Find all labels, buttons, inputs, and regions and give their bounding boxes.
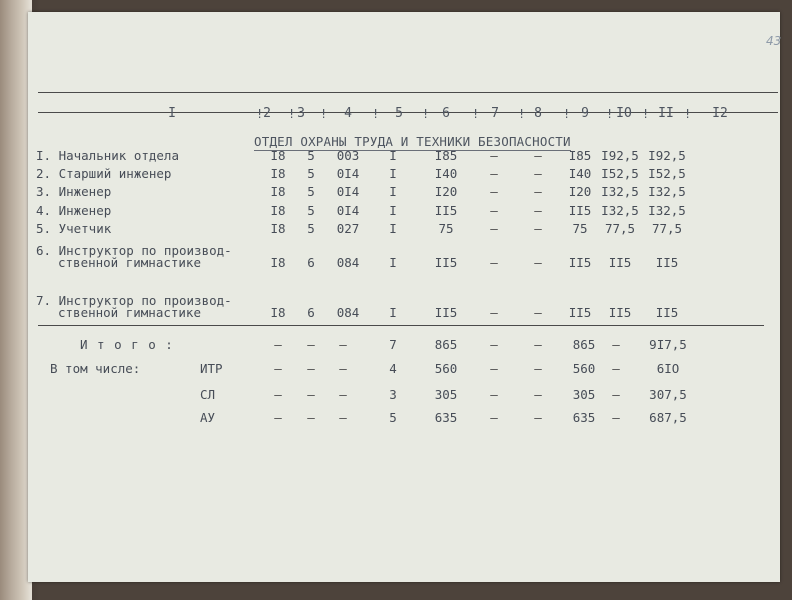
column-separator: ! <box>606 107 614 121</box>
table-cell: I52,5 <box>601 166 639 181</box>
table-cell: – <box>490 255 498 270</box>
table-cell: I <box>389 203 397 218</box>
table-cell: 865 <box>434 337 458 352</box>
column-number: 9 <box>581 106 589 121</box>
table-cell: – <box>307 387 315 402</box>
table-cell: – <box>274 387 282 402</box>
table-cell: I32,5 <box>601 203 639 218</box>
table-cell: I20 <box>434 184 458 199</box>
table-cell: – <box>339 387 347 402</box>
table-cell: I40 <box>434 166 458 181</box>
table-cell: – <box>490 410 498 425</box>
table-cell: II5 <box>608 305 632 320</box>
table-cell: 560 <box>434 361 458 376</box>
table-cell: 635 <box>572 410 596 425</box>
table-cell: II5 <box>434 305 458 320</box>
table-cell: – <box>534 166 542 181</box>
totals-separator-line <box>38 325 764 326</box>
table-cell: – <box>339 410 347 425</box>
row-name: I. Начальник отдела <box>36 148 179 163</box>
table-cell: 5 <box>307 166 315 181</box>
totals-label: И т о г о : <box>80 337 174 352</box>
table-cell: I8 <box>270 305 286 320</box>
table-cell: 5 <box>307 221 315 236</box>
table-cell: 5 <box>307 148 315 163</box>
table-cell: – <box>534 221 542 236</box>
table-cell: I32,5 <box>648 184 686 199</box>
table-cell: 75 <box>438 221 454 236</box>
table-cell: – <box>490 148 498 163</box>
column-separator: ! <box>422 107 430 121</box>
table-cell: – <box>534 305 542 320</box>
table-cell: – <box>307 361 315 376</box>
table-cell: 003 <box>336 148 360 163</box>
table-cell: 4 <box>389 361 397 376</box>
table-cell: 0I4 <box>336 203 360 218</box>
row-name: 2. Старший инженер <box>36 166 172 181</box>
table-cell: II5 <box>608 255 632 270</box>
table-cell: II5 <box>568 255 592 270</box>
column-separator: ! <box>684 107 692 121</box>
row-name-continuation: ственной гимнастике <box>58 255 201 270</box>
column-number: 7 <box>491 106 499 121</box>
column-separator: ! <box>256 107 264 121</box>
breakdown-label: СЛ <box>200 387 216 402</box>
row-name: 4. Инженер <box>36 203 112 218</box>
table-cell: – <box>274 337 282 352</box>
breakdown-label: АУ <box>200 410 216 425</box>
table-cell: I8 <box>270 148 286 163</box>
table-cell: 77,5 <box>651 221 683 236</box>
column-separator: ! <box>563 107 571 121</box>
column-number: 8 <box>534 106 542 121</box>
row-name: 5. Учетчик <box>36 221 112 236</box>
table-cell: – <box>534 255 542 270</box>
table-cell: – <box>534 203 542 218</box>
column-separator: ! <box>518 107 526 121</box>
breakdown-label: ИТР <box>200 361 223 376</box>
row-name: 7. Инструктор по производ- <box>36 293 232 308</box>
column-number: 3 <box>297 106 305 121</box>
table-cell: I20 <box>568 184 592 199</box>
table-cell: 027 <box>336 221 360 236</box>
column-number: IO <box>616 106 632 121</box>
table-cell: – <box>490 166 498 181</box>
table-cell: – <box>274 410 282 425</box>
table-cell: I <box>389 255 397 270</box>
table-cell: 0I4 <box>336 166 360 181</box>
column-number: I2 <box>712 106 728 121</box>
column-separator: ! <box>288 107 296 121</box>
table-cell: II5 <box>655 255 679 270</box>
table-cell: – <box>339 337 347 352</box>
table-cell: – <box>534 184 542 199</box>
table-cell: 084 <box>336 255 360 270</box>
table-cell: 3 <box>389 387 397 402</box>
table-cell: II5 <box>434 203 458 218</box>
table-cell: I92,5 <box>601 148 639 163</box>
column-separator: ! <box>372 107 380 121</box>
table-cell: 5 <box>389 410 397 425</box>
table-cell: – <box>612 410 620 425</box>
table-cell: 7 <box>389 337 397 352</box>
table-cell: I52,5 <box>648 166 686 181</box>
table-cell: 9I7,5 <box>649 337 687 352</box>
table-cell: 6IO <box>656 361 680 376</box>
column-number: 2 <box>263 106 271 121</box>
table-cell: I32,5 <box>648 203 686 218</box>
column-number: II <box>658 106 674 121</box>
column-number: 5 <box>395 106 403 121</box>
table-cell: – <box>490 361 498 376</box>
table-cell: – <box>534 148 542 163</box>
column-separator: ! <box>320 107 328 121</box>
table-cell: – <box>490 337 498 352</box>
table-cell: 084 <box>336 305 360 320</box>
table-cell: I <box>389 148 397 163</box>
column-separator: ! <box>472 107 480 121</box>
table-cell: I <box>389 184 397 199</box>
table-cell: – <box>339 361 347 376</box>
table-cell: 865 <box>572 337 596 352</box>
table-cell: 5 <box>307 203 315 218</box>
table-cell: – <box>307 410 315 425</box>
table-cell: I <box>389 166 397 181</box>
table-cell: I8 <box>270 203 286 218</box>
table-cell: – <box>534 337 542 352</box>
table-cell: – <box>307 337 315 352</box>
table-cell: 75 <box>572 221 588 236</box>
table-cell: I <box>389 305 397 320</box>
table-cell: – <box>490 305 498 320</box>
table-cell: I8 <box>270 184 286 199</box>
table-cell: – <box>612 361 620 376</box>
table-cell: – <box>534 387 542 402</box>
table-cell: – <box>534 361 542 376</box>
table-cell: I92,5 <box>648 148 686 163</box>
table-cell: 305 <box>572 387 596 402</box>
table-cell: I <box>389 221 397 236</box>
table-cell: 6 <box>307 255 315 270</box>
table-cell: I8 <box>270 166 286 181</box>
table-cell: 635 <box>434 410 458 425</box>
table-cell: II5 <box>434 255 458 270</box>
row-name: 3. Инженер <box>36 184 112 199</box>
table-cell: – <box>534 410 542 425</box>
table-cell: I32,5 <box>601 184 639 199</box>
table-cell: 307,5 <box>649 387 687 402</box>
table-cell: 687,5 <box>649 410 687 425</box>
table-cell: 6 <box>307 305 315 320</box>
table-cell: I40 <box>568 166 592 181</box>
table-cell: 77,5 <box>604 221 636 236</box>
document-page <box>28 12 780 582</box>
table-cell: I8 <box>270 255 286 270</box>
row-name-continuation: ственной гимнастике <box>58 305 201 320</box>
column-separator: ! <box>642 107 650 121</box>
table-cell: – <box>612 387 620 402</box>
row-name: 6. Инструктор по производ- <box>36 243 232 258</box>
table-cell: 0I4 <box>336 184 360 199</box>
column-number: I <box>168 106 176 121</box>
table-cell: II5 <box>568 203 592 218</box>
section-title: ОТДЕЛ ОХРАНЫ ТРУДА И ТЕХНИКИ БЕЗОПАСНОСТИ <box>254 134 571 149</box>
table-cell: I85 <box>434 148 458 163</box>
table-cell: 5 <box>307 184 315 199</box>
column-number: 4 <box>344 106 352 121</box>
column-number: 6 <box>442 106 450 121</box>
table-cell: – <box>490 184 498 199</box>
table-cell: – <box>274 361 282 376</box>
table-cell: 560 <box>572 361 596 376</box>
including-label: В том числе: <box>50 361 141 376</box>
table-cell: – <box>490 203 498 218</box>
table-cell: 305 <box>434 387 458 402</box>
table-cell: – <box>490 221 498 236</box>
table-top-line <box>38 92 778 93</box>
table-cell: I8 <box>270 221 286 236</box>
table-cell: – <box>490 387 498 402</box>
table-cell: II5 <box>568 305 592 320</box>
page-number: 43 <box>766 34 782 48</box>
table-cell: I85 <box>568 148 592 163</box>
table-cell: II5 <box>655 305 679 320</box>
table-cell: – <box>612 337 620 352</box>
